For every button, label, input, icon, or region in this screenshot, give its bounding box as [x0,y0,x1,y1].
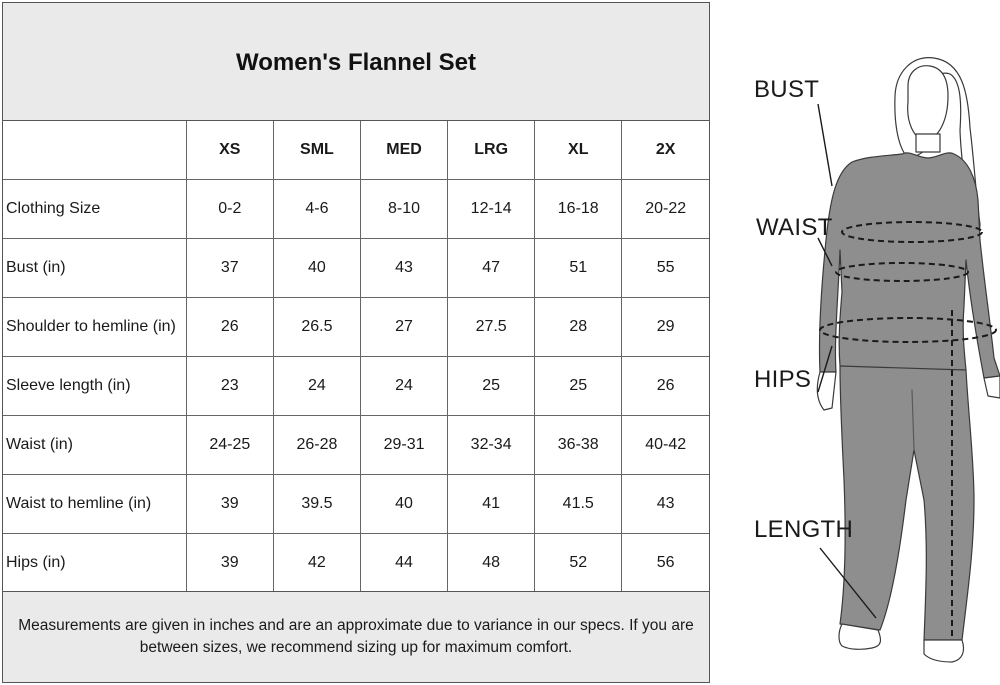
size-header-row [3,121,709,180]
table-cell: 29-31 [360,416,447,475]
table-cell: 12-14 [448,180,535,239]
row-label-waist-to-hemline: Waist to hemline (in) [3,475,186,534]
table-row [3,180,709,239]
table-cell: 23 [186,357,273,416]
waist-label: WAIST [756,214,833,241]
size-header-2x: 2X [622,121,709,180]
measurement-figure [712,0,1000,685]
left-hand-shape [817,372,836,410]
table-cell: 44 [360,534,447,593]
table-cell: 25 [448,357,535,416]
shirt-shape [819,153,1000,378]
face-shape [908,66,948,140]
table-row [3,298,709,357]
table-cell: 32-34 [448,416,535,475]
table-cell: 41.5 [535,475,622,534]
table-row [3,416,709,475]
header-corner-cell [3,121,186,180]
table-cell: 27 [360,298,447,357]
table-cell: 36-38 [535,416,622,475]
table-cell: 26-28 [273,416,360,475]
table-row [3,239,709,298]
row-label-sleeve-length: Sleeve length (in) [3,357,186,416]
size-table [3,121,709,593]
table-cell: 8-10 [360,180,447,239]
table-cell: 41 [448,475,535,534]
hips-label: HIPS [754,366,812,393]
footnote-text: Measurements are given in inches and are an approximate due to variance in our specs. If you are between sizes, we recommend sizing up for maximum comfort. [18,617,694,656]
table-row [3,357,709,416]
table-cell: 26.5 [273,298,360,357]
table-cell: 24 [273,357,360,416]
size-header-xl: XL [535,121,622,180]
table-cell: 16-18 [535,180,622,239]
table-row [3,475,709,534]
table-cell: 40 [273,239,360,298]
table-cell: 42 [273,534,360,593]
right-hand-shape [984,376,1000,398]
row-label-hips: Hips (in) [3,534,186,593]
table-cell: 55 [622,239,709,298]
table-cell: 0-2 [186,180,273,239]
neck-shape [916,134,940,152]
table-cell: 56 [622,534,709,593]
table-cell: 27.5 [448,298,535,357]
size-header-lrg: LRG [448,121,535,180]
table-cell: 39 [186,534,273,593]
size-header-xs: XS [186,121,273,180]
row-label-waist: Waist (in) [3,416,186,475]
table-cell: 47 [448,239,535,298]
table-cell: 40 [360,475,447,534]
table-cell: 37 [186,239,273,298]
table-cell: 39.5 [273,475,360,534]
table-cell: 24-25 [186,416,273,475]
table-cell: 25 [535,357,622,416]
table-cell: 48 [448,534,535,593]
title-band [3,3,709,121]
table-row [3,534,709,593]
size-header-med: MED [360,121,447,180]
right-foot-shape [924,640,964,662]
table-cell: 43 [360,239,447,298]
table-cell: 26 [622,357,709,416]
size-chart-table-panel [2,2,710,683]
table-cell: 24 [360,357,447,416]
footnote-band [3,591,709,682]
row-label-shoulder-to-hemline: Shoulder to hemline (in) [3,298,186,357]
table-cell: 51 [535,239,622,298]
row-label-clothing-size: Clothing Size [3,180,186,239]
table-cell: 26 [186,298,273,357]
table-cell: 52 [535,534,622,593]
bust-label: BUST [754,76,820,103]
table-cell: 43 [622,475,709,534]
table-cell: 28 [535,298,622,357]
bust-pointer [818,104,832,186]
length-label: LENGTH [754,516,854,543]
row-label-bust: Bust (in) [3,239,186,298]
table-cell: 29 [622,298,709,357]
table-cell: 40-42 [622,416,709,475]
table-cell: 39 [186,475,273,534]
chart-title: Women's Flannel Set [236,48,476,76]
table-cell: 20-22 [622,180,709,239]
table-cell: 4-6 [273,180,360,239]
size-header-sml: SML [273,121,360,180]
